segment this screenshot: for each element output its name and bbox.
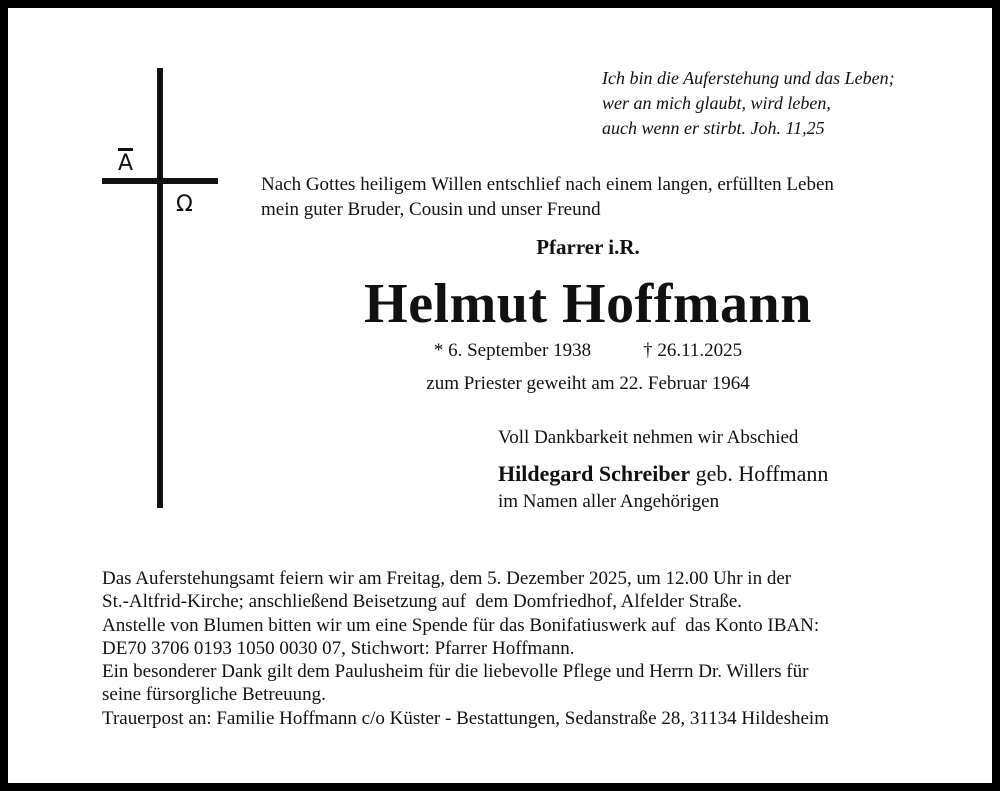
death-date: † 26.11.2025 <box>643 340 743 361</box>
details-line: St.-Altfrid-Kirche; anschließend Beisetzung auf dem Domfriedhof, Alfelder Straße. <box>102 591 742 613</box>
details-line: Trauerpost an: Familie Hoffmann c/o Küster - Bestattungen, Sedanstraße 28, 31134 Hildesheim <box>102 707 829 729</box>
farewell-text: Voll Dankbarkeit nehmen wir Abschied <box>498 427 799 448</box>
signer-maiden-name: geb. Hoffmann <box>690 461 829 486</box>
bible-verse-line: wer an mich glaubt, wird leben, <box>602 93 831 113</box>
details-line: Ein besonderer Dank gilt dem Paulusheim für die liebevolle Pflege und Herrn Dr. Willers für <box>102 661 809 683</box>
cross-bar <box>102 178 218 184</box>
intro-line: Nach Gottes heiligem Willen entschlief nach einem langen, erfüllten Leben <box>261 174 834 195</box>
service-details <box>102 567 916 730</box>
signer-subline: im Namen aller Angehörigen <box>498 491 720 512</box>
details-line: Das Auferstehungsamt feiern wir am Freitag, dem 5. Dezember 2025, um 12.00 Uhr in der <box>102 568 792 589</box>
cross-icon <box>157 68 163 508</box>
life-dates <box>261 340 915 362</box>
signer-name: Hildegard Schreiber <box>498 461 691 486</box>
signer <box>498 461 828 487</box>
intro-line: mein guter Bruder, Cousin und unser Freund <box>261 199 601 220</box>
details-line: seine fürsorgliche Betreuung. <box>102 684 326 706</box>
deceased-name: Helmut Hoffmann <box>364 273 812 335</box>
details-line: DE70 3706 0193 1050 0030 07, Stichwort: Pfarrer Hoffmann. <box>102 637 575 659</box>
details-line: Anstelle von Blumen bitten wir um eine Spende für das Bonifatiuswerk auf das Konto IBAN: <box>102 614 820 636</box>
alpha-symbol: A <box>118 148 133 175</box>
intro-text <box>261 172 834 222</box>
bible-verse <box>602 66 895 141</box>
birth-date: * 6. September 1938 <box>433 340 592 361</box>
omega-symbol: Ω <box>176 192 193 217</box>
bible-verse-line: Ich bin die Auferstehung und das Leben; <box>602 68 895 88</box>
ordination-date: zum Priester geweiht am 22. Februar 1964 <box>426 373 750 394</box>
deceased-title: Pfarrer i.R. <box>536 235 640 259</box>
bible-verse-line: auch wenn er stirbt. Joh. 11,25 <box>602 118 825 138</box>
